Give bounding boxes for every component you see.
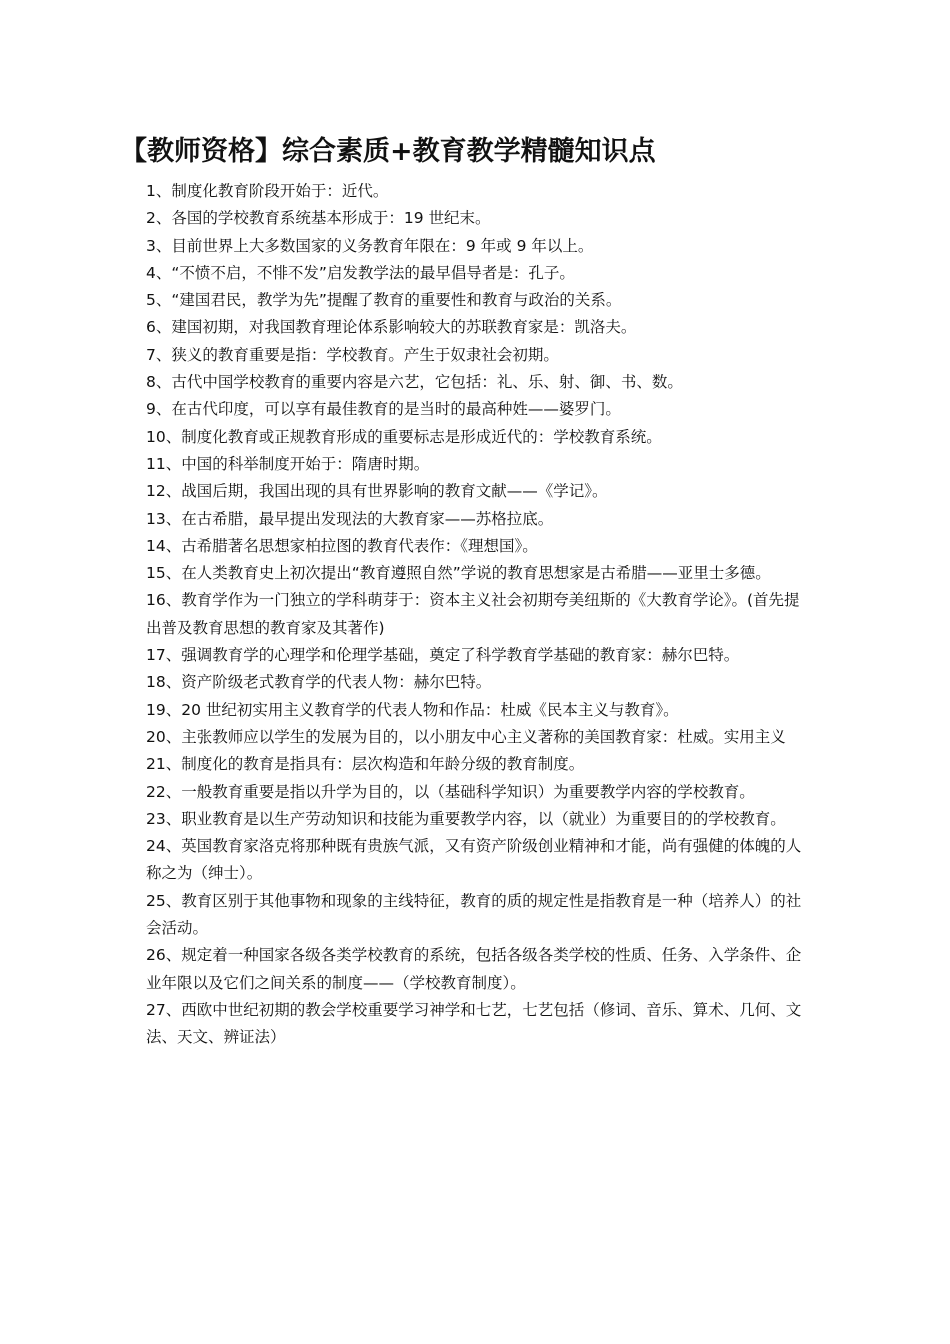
list-item: 15、在人类教育史上初次提出“教育遵照自然”学说的教育思想家是古希腊——亚里士多德。 [146,564,771,583]
list-item: 20、主张教师应以学生的发展为目的，以小朋友中心主义著称的美国教育家：杜威。实用主义 [146,727,786,746]
list-item: 23、职业教育是以生产劳动知识和技能为重要教学内容，以（就业）为重要目的的学校教育。 [146,809,786,828]
list-item: 19、20 世纪初实用主义教育学的代表人物和作品：杜威《民本主义与教育》。 [146,700,679,719]
list-item: 12、战国后期，我国出现的具有世界影响的教育文献——《学记》。 [146,482,608,501]
list-item: 2、各国的学校教育系统基本形成于：19 世纪末。 [146,209,491,228]
list-item: 18、资产阶级老式教育学的代表人物：赫尔巴特。 [146,673,492,692]
list-item: 5、“建国君民，教学为先”提醒了教育的重要性和教育与政治的关系。 [146,291,622,310]
list-item: 13、在古希腊，最早提出发现法的大教育家——苏格拉底。 [146,509,554,528]
list-item: 8、古代中国学校教育的重要内容是六艺，它包括：礼、乐、射、御、书、数。 [146,373,683,392]
list-item: 6、建国初期，对我国教育理论体系影响较大的苏联教育家是：凯洛夫。 [146,318,637,337]
list-item: 22、一般教育重要是指以升学为目的，以（基础科学知识）为重要教学内容的学校教育。 [146,782,755,801]
document-title: 【教师资格】综合素质+教育教学精髓知识点 [120,136,656,167]
knowledge-point-list [146,178,812,1052]
list-item: 24、英国教育家洛克将那种既有贵族气派，又有资产阶级创业精神和才能，尚有强健的体魄的人称之为（绅士）。 [146,837,802,883]
document-page [120,132,812,1052]
list-item: 9、在古代印度，可以享有最佳教育的是当时的最高种姓——婆罗门。 [146,400,621,419]
list-item: 14、古希腊著名思想家柏拉图的教育代表作：《理想国》。 [146,536,538,555]
list-item: 25、教育区别于其他事物和现象的主线特征，教育的质的规定性是指教育是一种（培养人）的社会活动。 [146,891,802,938]
list-item: 7、狭义的教育重要是指：学校教育。产生于奴隶社会初期。 [146,345,559,364]
list-item: 26、规定着一种国家各级各类学校教育的系统，包括各级各类学校的性质、任务、入学条件、企业年限以及它们之间关系的制度——（学校教育制度）。 [146,946,802,992]
list-item: 27、西欧中世纪初期的教会学校重要学习神学和七艺，七艺包括（修词、音乐、算术、几何、文法、天文、辨证法） [146,1000,802,1047]
list-item: 16、教育学作为一门独立的学科萌芽于：资本主义社会初期夸美纽斯的《大教育学论》。(首先提出普及教育思想的教育家及其著作) [146,591,800,637]
list-item: 21、制度化的教育是指具有：层次构造和年龄分级的教育制度。 [146,755,585,774]
list-item: 1、制度化教育阶段开始于：近代。 [146,182,389,200]
list-item: 17、强调教育学的心理学和伦理学基础，奠定了科学教育学基础的教育家：赫尔巴特。 [146,646,740,665]
list-item: 10、制度化教育或正规教育形成的重要标志是形成近代的：学校教育系统。 [146,427,662,446]
list-item: 3、目前世界上大多数国家的义务教育年限在：9 年或 9 年以上。 [146,236,594,255]
list-item: 11、中国的科举制度开始于：隋唐时期。 [146,454,430,473]
list-item: 4、“不愤不启，不悱不发”启发教学法的最早倡导者是：孔子。 [146,263,575,282]
